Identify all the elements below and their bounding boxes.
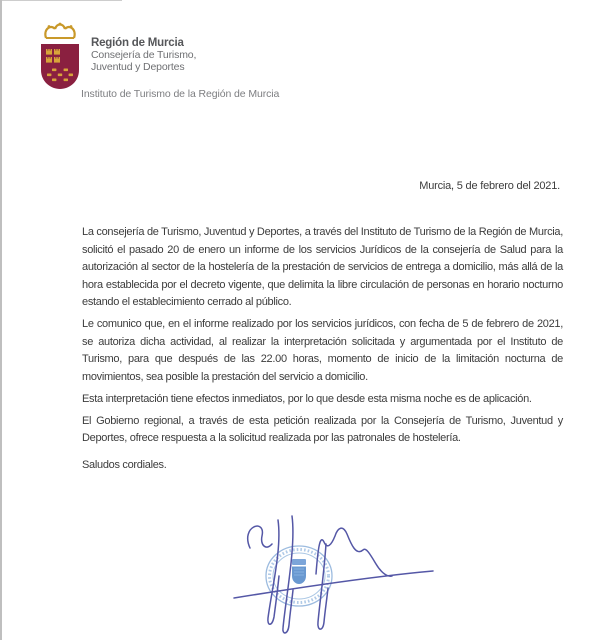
- institute-name: Instituto de Turismo de la Región de Murcia: [81, 88, 280, 100]
- signature-block: [226, 514, 462, 640]
- org-name: Región de Murcia: [91, 37, 184, 49]
- department-line-2: Juventud y Deportes: [91, 61, 185, 73]
- paragraph-4: El Gobierno regional, a través de esta petición realizada por la Consejería de Turismo, Juventud y Deportes, ofrece respuesta a la solicitud realizada por las patronales de hostelería.: [82, 414, 563, 444]
- letterhead-text: [91, 22, 196, 92]
- signature-svg: [226, 514, 462, 640]
- closing-salutation: Saludos cordiales.: [82, 458, 167, 471]
- letterhead: [40, 22, 196, 92]
- region-de-murcia-coat-of-arms-icon: [40, 22, 80, 92]
- letter-body: [82, 224, 563, 479]
- dateline: Murcia, 5 de febrero del 2021.: [419, 180, 560, 192]
- paragraph-1: La consejería de Turismo, Juventud y Deportes, a través del Instituto de Turismo de la Región de Murcia, solicitó el pasado 20 de enero un informe de los servicios Jurídicos de la consejería de Salud para la autorización al sector de la hostelería de la prestación de servicios de entrega a domicilio, más allá de la hora establecida por el decreto vigente, que delimita la libre circulación de personas en horario nocturno estando el establecimiento cerrado al público.: [82, 226, 563, 308]
- coat-of-arms-svg: [40, 22, 80, 92]
- paragraph-3: Esta interpretación tiene efectos inmediatos, por lo que desde esta misma noche es de aplicación.: [82, 392, 532, 405]
- page-edge-line: [2, 0, 122, 1]
- paragraph-2: Le comunico que, en el informe realizado por los servicios jurídicos, con fecha de 5 de febrero de 2021, se autoriza dicha actividad, al realizar la interpretación solicitada y argumentada por el Instituto de Turismo, para que después de las 22.00 horas, momento de inicio de la limitación nocturna de movimientos, sea posible la prestación del servicio a domicilio.: [82, 318, 563, 383]
- handwritten-signature-icon: [234, 516, 433, 633]
- department-line-1: Consejería de Turismo,: [91, 49, 197, 61]
